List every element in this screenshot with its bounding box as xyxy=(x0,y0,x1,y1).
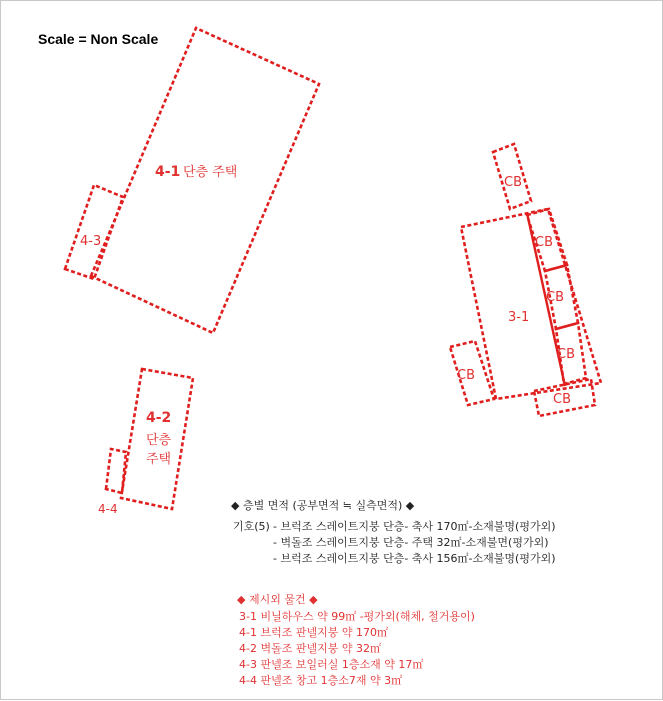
label-4-2-number: 4-2 xyxy=(146,410,172,426)
scale-label: Scale = Non Scale xyxy=(38,31,159,47)
label-4-2-line2: 주택 xyxy=(146,452,172,467)
cb-label-1: CB xyxy=(535,235,553,250)
cb-label-2: CB xyxy=(546,290,564,305)
cb-label-left: CB xyxy=(457,368,475,383)
excluded-items-title: ◆ 제시외 물건 ◆ xyxy=(237,593,318,606)
excluded-item: 3-1 비닐하우스 약 99㎡ -평가외(해체, 철거용이) xyxy=(239,610,475,623)
excluded-item: 4-2 벽돌조 판넬지붕 약 32㎡ xyxy=(239,642,381,655)
building-4-1-outline xyxy=(91,28,319,333)
excluded-item: 4-4 판넬조 창고 1층소7재 약 3㎡ xyxy=(239,674,403,687)
label-4-1-number: 4-1 xyxy=(155,164,181,180)
excluded-item: 4-3 판넬조 보일러실 1층소재 약 17㎡ xyxy=(239,658,424,671)
legend-row: - 브럭조 스레이트지붕 단층- 축사 156㎡-소재불명(평가외) xyxy=(273,552,556,565)
excluded-item: 4-1 브럭조 판넬지붕 약 170㎡ xyxy=(239,626,388,639)
cb-label-3: CB xyxy=(557,347,575,362)
site-plan-drawing xyxy=(1,1,663,701)
building-3-1-outline xyxy=(461,209,601,399)
cb-label-top: CB xyxy=(504,175,522,190)
label-4-3: 4-3 xyxy=(80,234,102,249)
building-4-3-outline xyxy=(65,185,123,279)
label-4-2-line1: 단층 xyxy=(146,433,172,448)
legend-row: - 벽돌조 스레이트지붕 단층- 주택 32㎡-소재불면(평가외) xyxy=(273,536,549,549)
label-4-1-name: 단층 주택 xyxy=(183,165,238,180)
legend-row: - 브럭조 스레이트지붕 단층- 축사 170㎡-소재불명(평가외) xyxy=(273,520,556,533)
cb-label-bottom: CB xyxy=(553,392,571,407)
label-3-1: 3-1 xyxy=(508,310,530,325)
area-legend-title: ◆ 층별 면적 (공부면적 ≒ 실측면적) ◆ xyxy=(231,499,415,512)
legend-prefix: 기호(5) xyxy=(233,520,270,533)
label-4-4: 4-4 xyxy=(98,502,118,516)
